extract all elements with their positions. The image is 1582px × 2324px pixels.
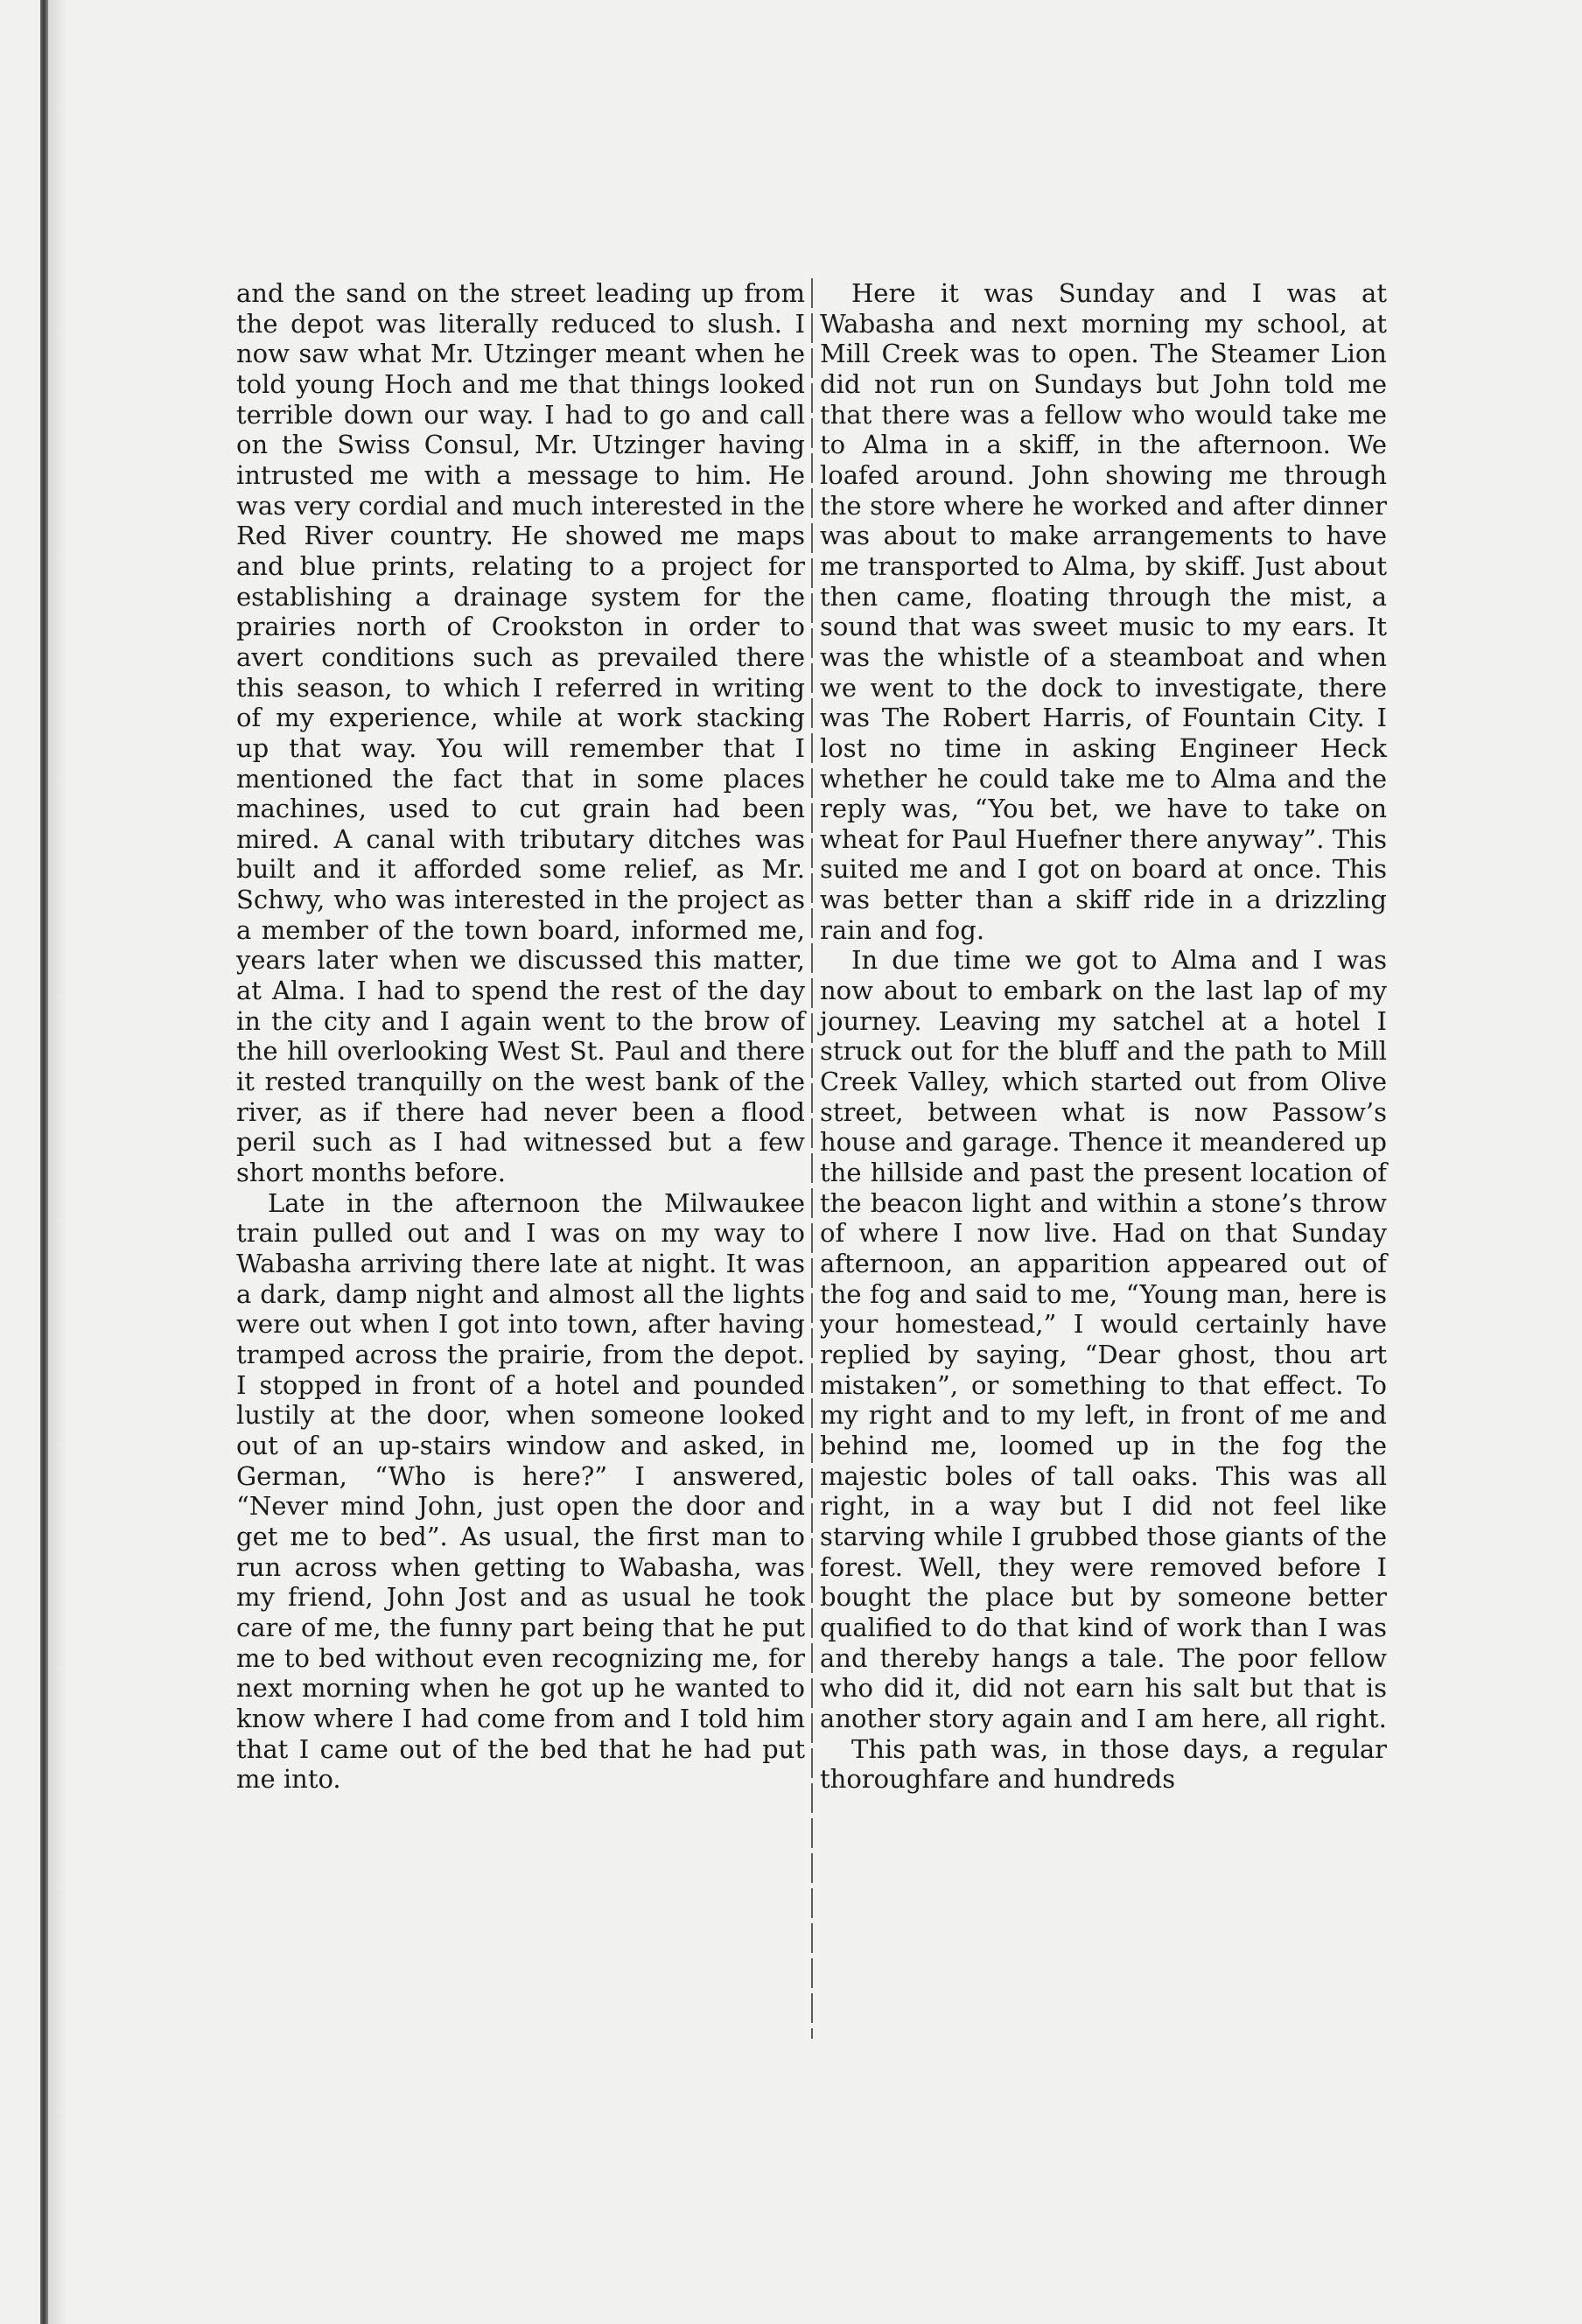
paragraph: This path was, in those days, a regular thoroughfare and hundreds xyxy=(820,1733,1387,1795)
book-spine-edge xyxy=(40,0,48,2324)
left-text-column xyxy=(236,278,805,1795)
paragraph: Late in the afternoon the Milwaukee train pulled out and I was on my way to Wabasha arriving there late at night. It was a dark, damp night and almost all the lights were out when I got into town, after having tramped across the prairie, from the depot. I stopped in front of a hotel and pounded lustily at the door, when someone looked out of an up-stairs window and asked, in German, “Who is here?” I answered, “Never mind John, just open the door and get me to bed”. As usual, the first man to run across when getting to Wabasha, was my friend, John Jost and as usual he took care of me, the funny part being that he put me to bed without even recognizing me, for next morning when he got up he wanted to know where I had come from and I told him that I came out of the bed that he had put me into. xyxy=(236,1187,805,1795)
paragraph: Here it was Sunday and I was at Wabasha and next morning my school, at Mill Creek was to open. The Steamer Lion did not run on Sundays but John told me that there was a fellow who would take me to Alma in a skiff, in the afternoon. We loafed around. John showing me through the store where he worked and after dinner was about to make arrangements to have me transported to Alma, by skiff. Just about then came, floating through the mist, a sound that was sweet music to my ears. It was the whistle of a steamboat and when we went to the dock to investigate, there was The Robert Harris, of Fountain City. I lost no time in asking Engineer Heck whether he could take me to Alma and the reply was, “You bet, we have to take on wheat for Paul Huefner there anyway”. This suited me and I got on board at once. This was better than a skiff ride in a drizzling rain and fog. xyxy=(820,278,1387,945)
paragraph: In due time we got to Alma and I was now about to embark on the last lap of my journey. Leaving my satchel at a hotel I struck out for the bluff and the path to Mill Creek Valley, which started out from Olive street, between what is now Passow’s house and garage. Thence it meandered up the hillside and past the present location of the beacon light and within a stone’s throw of where I now live. Had on that Sunday afternoon, an apparition appeared out of the fog and said to me, “Young man, here is your homestead,” I would certainly have replied by saying, “Dear ghost, thou art mistaken”, or something to that effect. To my right and to my left, in front of me and behind me, loomed up in the fog the majestic boles of tall oaks. This was all right, in a way but I did not feel like starving while I grubbed those giants of the forest. Well, they were removed before I bought the place but by someone better qualified to do that kind of work than I was and thereby hangs a tale. The poor fellow who did it, did not earn his salt but that is another story again and I am here, all right. xyxy=(820,945,1387,1733)
column-divider xyxy=(811,278,813,2039)
right-text-column xyxy=(820,278,1387,1795)
gutter-shadow xyxy=(48,0,67,2324)
paragraph: and the sand on the street leading up from the depot was literally reduced to slush. I now saw what Mr. Utzinger meant when he told young Hoch and me that things looked terrible down our way. I had to go and call on the Swiss Consul, Mr. Utzinger having intrusted me with a message to him. He was very cordial and much interested in the Red River country. He showed me maps and blue prints, relating to a project for establishing a drainage system for the prairies north of Crookston in order to avert conditions such as prevailed there this season, to which I referred in writing of my experience, while at work stacking up that way. You will remember that I mentioned the fact that in some places machines, used to cut grain had been mired. A canal with tributary ditches was built and it afforded some relief, as Mr. Schwy, who was interested in the project as a member of the town board, informed me, years later when we discussed this matter, at Alma. I had to spend the rest of the day in the city and I again went to the brow of the hill overlooking West St. Paul and there it rested tranquilly on the west bank of the river, as if there had never been a flood peril such as I had witnessed but a few short months before. xyxy=(236,278,805,1188)
